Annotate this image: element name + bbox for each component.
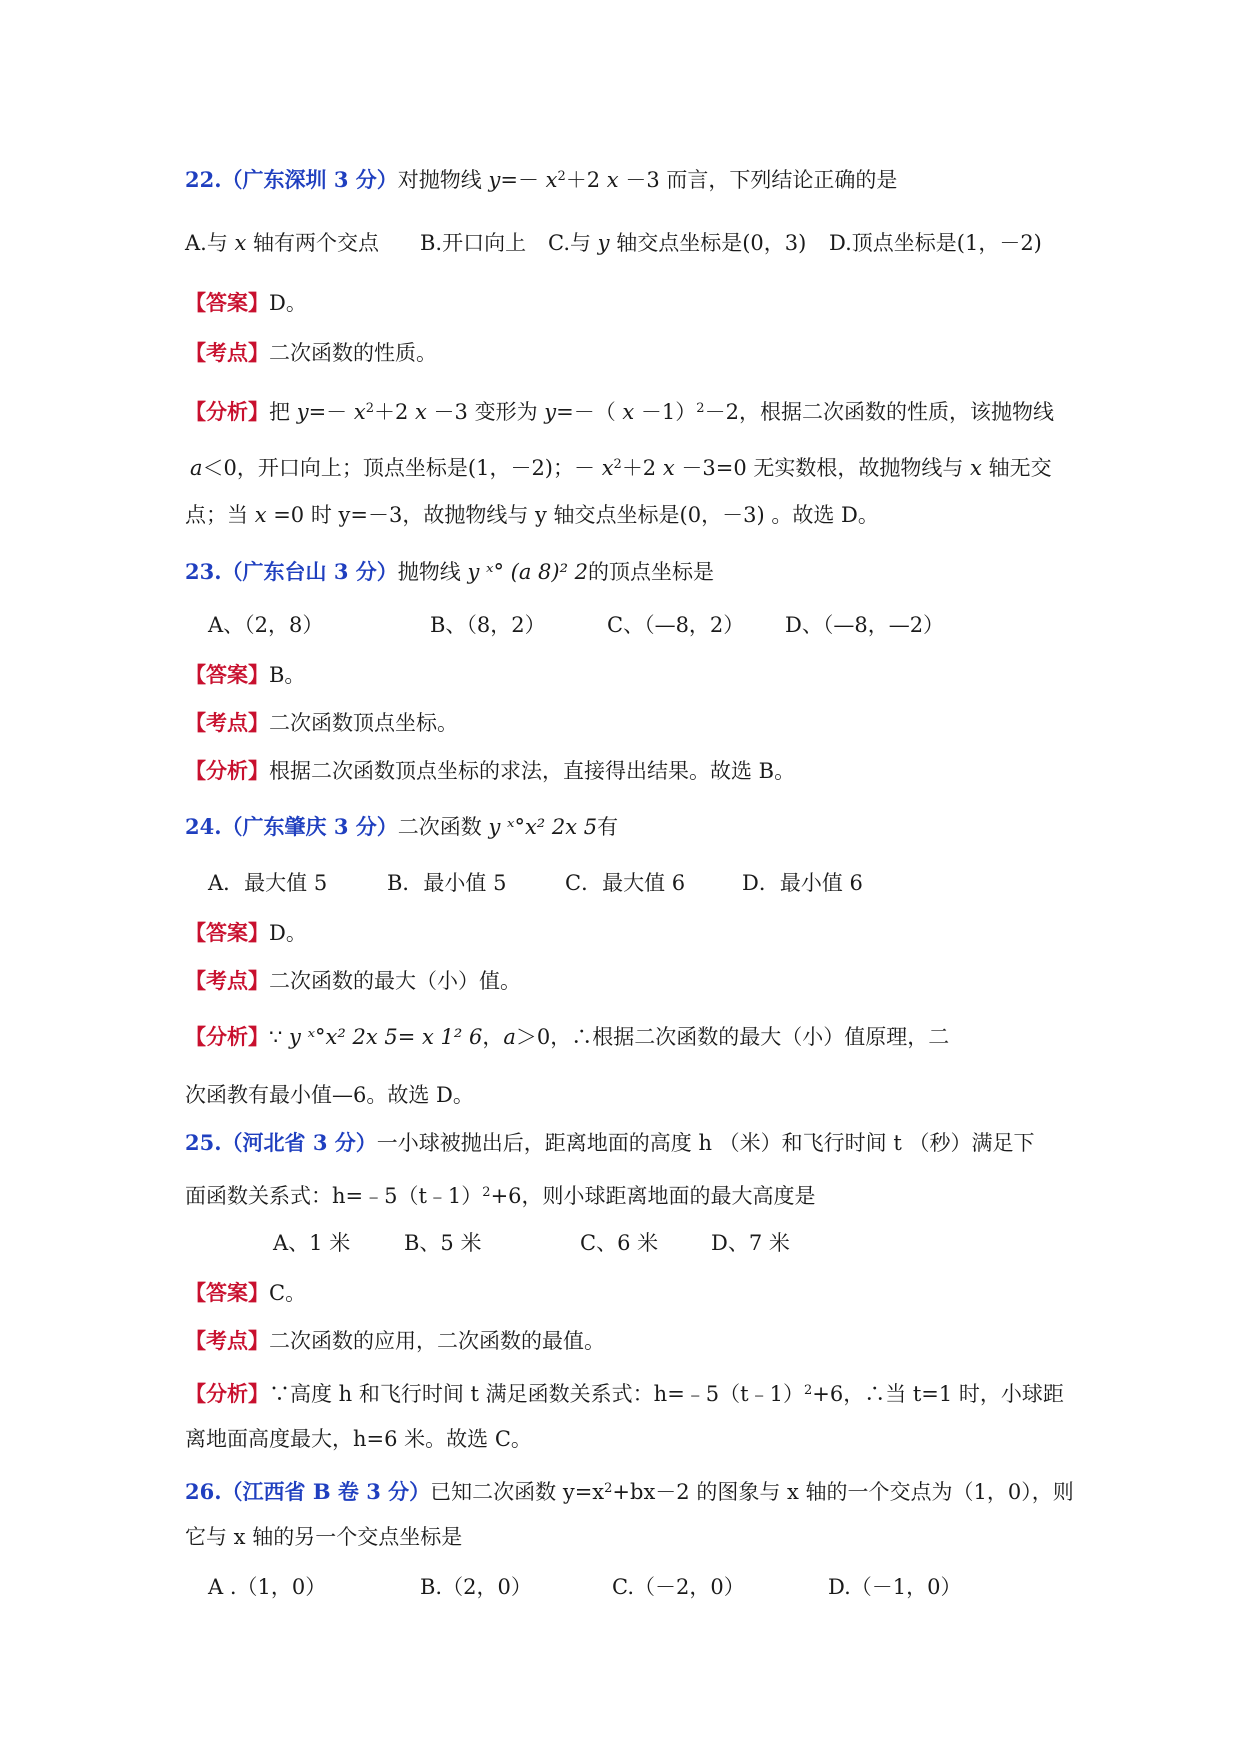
option-c: C．最大值 6	[565, 871, 686, 895]
q25-analysis-line1: 【分析】∵高度 h 和飞行时间 t 满足函数关系式：h=﹣5（t﹣1）$^2$+6，∴当 t=1 时，小球距	[185, 1381, 1064, 1406]
question-source: （河北省 3 分）	[221, 1130, 377, 1155]
q23-answer: 【答案】B。	[185, 662, 306, 687]
q25-stem-line2: 面函数关系式：h=﹣5（t﹣1）$^2$+6，则小球距离地面的最大高度是	[185, 1184, 816, 1208]
formula: y ˣ°x² 2x 5	[488, 815, 598, 839]
question-number: 26.	[185, 1479, 222, 1504]
q22-analysis-line2: a＜0，开口向上；顶点坐标是(1，－2)；－ $x^2+2$ x －3=0 无实数根，故抛物线与 x 轴无交	[190, 456, 1052, 480]
option-d: D．最小值 6	[742, 871, 863, 895]
formula: y ˣ°x² 2x 5= x 1² 6	[289, 1025, 483, 1049]
option-d: D.顶点坐标是(1，－2)	[829, 231, 1042, 255]
option-b: B、5 米	[404, 1231, 482, 1255]
q25-answer: 【答案】C。	[185, 1280, 307, 1305]
option-a: A．最大值 5	[208, 871, 328, 895]
option-b: B.开口向上	[420, 231, 527, 255]
option-a: A、（2，8）	[208, 613, 324, 637]
option-a: A.与 x 轴有两个交点	[185, 231, 380, 255]
q25-stem-line1: 25.（河北省 3 分）一小球被抛出后，距离地面的高度 h （米）和飞行时间 t （秒）满足下	[185, 1130, 1035, 1155]
option-b: B．最小值 5	[387, 871, 507, 895]
q22-analysis-line1: 【分析】把 $y=- x^2+2$ x －3 变形为 y=－（ x －1）$^2$－2，根据二次函数的性质，该抛物线	[185, 399, 1054, 424]
q23-analysis: 【分析】根据二次函数顶点坐标的求法，直接得出结果。故选 B。	[185, 758, 796, 783]
q24-analysis-line2: 次函教有最小值—6。故选 D。	[185, 1083, 474, 1107]
question-source: （广东台山 3 分）	[221, 559, 398, 584]
question-number: 22.	[185, 167, 222, 192]
option-c: C、6 米	[580, 1231, 659, 1255]
option-c: C、（—8，2）	[607, 613, 745, 637]
question-number: 24.	[185, 814, 222, 839]
question-number: 25.	[185, 1130, 222, 1155]
q26-stem-line2: 它与 x 轴的另一个交点坐标是	[185, 1525, 463, 1549]
option-a: A、1 米	[273, 1231, 351, 1255]
formula: y ˣ° (a 8)² 2	[467, 560, 589, 584]
q26-stem-line1: 26.（江西省 B 卷 3 分）已知二次函数 $y=x^2+bx-2$ 的图象与 x 轴的一个交点为（1，0），则	[185, 1479, 1074, 1504]
q22-analysis-line3: 点；当 x =0 时 y=－3，故抛物线与 y 轴交点坐标是(0，－3) 。故选 D。	[185, 503, 879, 527]
option-d: D.（－1，0）	[828, 1575, 962, 1599]
option-d: D、（—8，—2）	[785, 613, 945, 637]
q23-stem: 23.（广东台山 3 分）抛物线 y ˣ° (a 8)² 2的顶点坐标是	[185, 559, 715, 584]
option-b: B.（2，0）	[420, 1575, 532, 1599]
question-source: （广东深圳 3 分）	[221, 167, 398, 192]
option-c: C.与 y 轴交点坐标是(0，3)	[548, 231, 807, 255]
q22-options	[185, 228, 379, 258]
q24-answer: 【答案】D。	[185, 920, 307, 945]
question-number: 23.	[185, 559, 222, 584]
q25-topic: 【考点】二次函数的应用，二次函数的最值。	[185, 1328, 605, 1353]
q24-stem: 24.（广东肇庆 3 分）二次函数 y ˣ°x² 2x 5有	[185, 814, 619, 839]
option-d: D、7 米	[711, 1231, 790, 1255]
question-source: （江西省 B 卷 3 分）	[221, 1479, 431, 1504]
q23-topic: 【考点】二次函数顶点坐标。	[185, 710, 458, 735]
q22-topic: 【考点】二次函数的性质。	[185, 340, 437, 365]
q24-analysis-line1: 【分析】∵ y ˣ°x² 2x 5= x 1² 6，a＞0，∴根据二次函数的最大（小）值原理，二	[185, 1024, 950, 1049]
option-c: C.（－2，0）	[612, 1575, 745, 1599]
q24-topic: 【考点】二次函数的最大（小）值。	[185, 968, 521, 993]
q22-answer: 【答案】D。	[185, 290, 307, 315]
q22-stem: 22.（广东深圳 3 分）对抛物线 $y=- x^2+2$ x －3 而言，下列结论正确的是	[185, 167, 898, 192]
option-b: B、（8，2）	[430, 613, 546, 637]
question-source: （广东肇庆 3 分）	[221, 814, 398, 839]
q25-analysis-line2: 离地面高度最大，h=6 米。故选 C。	[185, 1427, 532, 1451]
option-a: A .（1，0）	[208, 1575, 327, 1599]
